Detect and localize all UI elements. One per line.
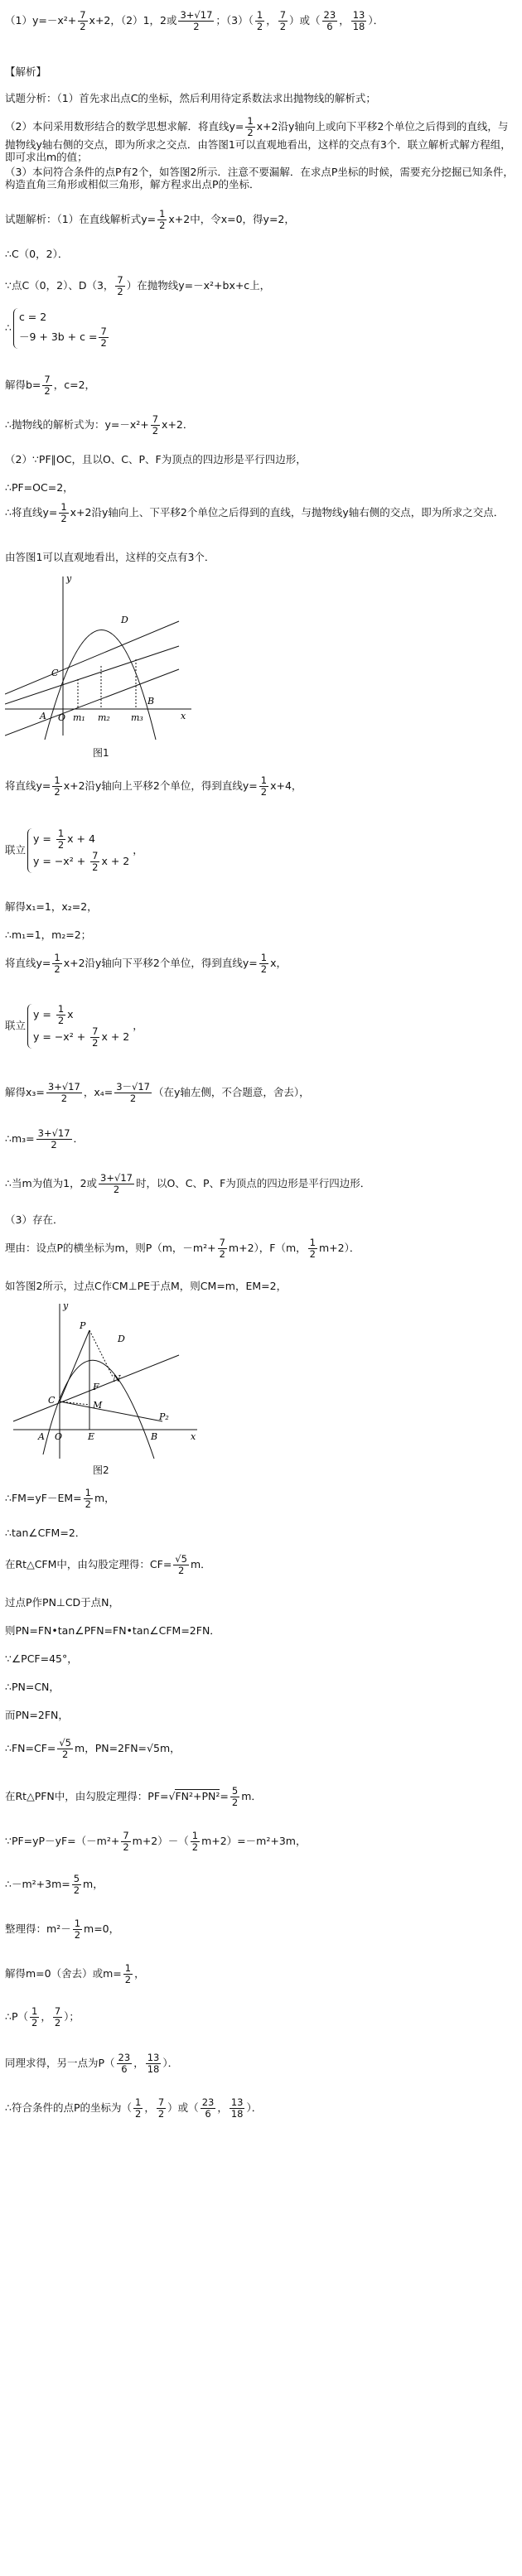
sol-2: ∴C（0，2）． (5, 248, 69, 260)
sol-27: 则PN=FN•tan∠PFN=FN•tan∠CFM=2FN． (5, 1624, 220, 1637)
sol-26: 过点P作PN⊥CD于点N， (5, 1596, 120, 1609)
sol-36: 解得m=0（舍去）或m= $\frac{1}{2}$ ， (5, 1962, 145, 1985)
sol-16: 联立 y = $\frac{1}{2}$ x y = −x² + $\frac{7}{2}$ x + 2 ， (5, 1003, 143, 1049)
fig1-d-label: D (121, 615, 128, 625)
fig1-x-label: x (181, 711, 186, 721)
fig2-b-label: B (151, 1431, 158, 1442)
fig1-o-label: O (58, 712, 66, 723)
figure-2 (5, 1297, 204, 1463)
sol-33: ∵PF=yP－yF=（－m²+ $\frac{7}{2}$ m+2）－（ $\frac{1}{2}$ m+2）=－m²+3m， (5, 1830, 307, 1853)
sol-28: ∵∠PCF=45°， (5, 1652, 78, 1665)
sol-15: 将直线y= $\frac{1}{2}$ x+2沿y轴向下平移2个单位，得到直线y= $\frac{1}{2}$ x， (5, 952, 287, 975)
sol-30: 而PN=2FN， (5, 1709, 69, 1721)
sol-8: ∴PF=OC=2， (5, 481, 74, 494)
fig1-m1-label: m₁ (73, 712, 85, 723)
sol-21: 理由：设点P的横坐标为m，则P（m，－m²+ $\frac{7}{2}$ m+2），F（m， $\frac{1}{2}$ m+2）． (5, 1237, 360, 1260)
sol-10: 由答图1可以直观地看出，这样的交点有3个． (5, 551, 215, 563)
fig2-y-label: y (63, 1300, 69, 1311)
sol-23: ∴FM=yF－EM= $\frac{1}{2}$ m， (5, 1487, 115, 1510)
fig2-x-label: x (191, 1431, 196, 1442)
analysis-p2: （2）本问采用数形结合的数学思想求解．将直线y= $\frac{1}{2}$ x+2沿y轴向上或向下平移2个单位之后得到的直线，与抛物线y轴右侧的交点，即为所求之交点．由答图1可以直观地看出，这样的交点有3个．联立解析式解方程组，即可求出m的值； (5, 115, 511, 163)
fig1-y-label: y (66, 573, 72, 584)
fig2-p2-label: P₂ (159, 1411, 169, 1422)
sol-12: 联立 y = $\frac{1}{2}$ x + 4 y = −x² + $\frac{7}{2}$ x + 2 ， (5, 827, 143, 873)
fig2-f-label: F (93, 1382, 99, 1392)
answer-line: （1）y=－x²+ $\frac{7}{2}$ x+2，（2）1，2或 $\frac{3+√17}{2}$ ；（3）（ $\frac{1}{2}$ ， $\frac{7}{2}$ ）或（ $\frac{23}{6}$ ， $\frac{13}{18}$ ）． (5, 9, 384, 32)
sol-35: 整理得：m²－ $\frac{1}{2}$ m=0， (5, 1918, 120, 1941)
analysis-heading: 【解析】 (5, 65, 47, 78)
fig2-c-label: C (48, 1395, 56, 1406)
sol-31: ∴FN=CF= $\frac{√5}{2}$ m，PN=2FN=√5m， (5, 1737, 181, 1760)
sol-7: （2）∵PF∥OC，且以O、C、P、F为顶点的四边形是平行四边形， (5, 453, 307, 466)
fig2-p-label: P (80, 1320, 86, 1331)
sol-22: 如答图2所示，过点C作CM⊥PE于点M，则CM=m，EM=2， (5, 1280, 288, 1292)
fig2-o-label: O (55, 1431, 63, 1442)
sol-38: 同理求得，另一点为P（ $\frac{23}{6}$ ， $\frac{13}{18}$ ）． (5, 2052, 179, 2075)
sol-4: ∴ c = 2 －9 + 3b + c = $\frac{7}{2}$ (5, 308, 515, 349)
fig1-caption: 图1 (93, 747, 109, 759)
sol-20: （3）存在． (5, 1213, 64, 1226)
fig2-e-label: E (88, 1431, 95, 1442)
sol-5: 解得b= $\frac{7}{2}$ ，c=2， (5, 374, 96, 397)
sol-34: ∴－m²+3m= $\frac{5}{2}$ m， (5, 1873, 104, 1896)
sol-24: ∴tan∠CFM=2． (5, 1527, 86, 1539)
fig2-a-label: A (38, 1431, 45, 1442)
fig1-m3-label: m₃ (131, 712, 143, 723)
sol-3: ∵点C（0，2）、D（3， $\frac{7}{2}$ ）在抛物线y=－x²+bx+c上， (5, 274, 271, 297)
sol-25: 在Rt△CFM中，由勾股定理得：CF= $\frac{√5}{2}$ m． (5, 1553, 211, 1576)
sol-32: 在Rt△PFN中，由勾股定理得：PF=√FN²+PN²= $\frac{5}{2}$ m． (5, 1785, 262, 1808)
sol-6: ∴抛物线的解析式为：y=－x²+ $\frac{7}{2}$ x+2． (5, 413, 194, 437)
sol-9: ∴将直线y= $\frac{1}{2}$ x+2沿y轴向上、下平移2个单位之后得到的直线，与抛物线y轴右侧的交点，即为所求之交点． (5, 501, 505, 524)
fig1-a-label: A (40, 711, 46, 721)
sol-14: ∴m₁=1，m₂=2； (5, 929, 92, 941)
figure-1 (5, 570, 196, 744)
fig2-n-label: N (113, 1373, 121, 1384)
sol-11: 将直线y= $\frac{1}{2}$ x+2沿y轴向上平移2个单位，得到直线y= $\frac{1}{2}$ x+4， (5, 774, 302, 798)
fig1-m2-label: m₂ (98, 712, 110, 723)
sol-37: ∴P（ $\frac{1}{2}$ ， $\frac{7}{2}$ ）； (5, 2005, 80, 2028)
analysis-p3: （3）本问符合条件的点P有2个，如答图2所示．注意不要漏解．在求点P坐标的时候，需要充分挖掘已知条件，构造直角三角形或相似三角形，解方程求出点P的坐标． (5, 166, 514, 191)
sol-29: ∴PN=CN， (5, 1681, 60, 1693)
analysis-p1: 试题分析：（1）首先求出点C的坐标，然后利用待定系数法求出抛物线的解析式； (5, 92, 376, 104)
sol-39: ∴符合条件的点P的坐标为（ $\frac{1}{2}$ ， $\frac{7}{2}$ ）或（ $\frac{23}{6}$ ， $\frac{13}{18}$ ）． (5, 2096, 263, 2120)
sol-13: 解得x₁=1，x₂=2， (5, 900, 98, 913)
sol-1: 试题解析：（1）在直线解析式y= $\frac{1}{2}$ x+2中，令x=0，得y=2， (5, 208, 295, 231)
fig2-caption: 图2 (93, 1464, 109, 1476)
fig1-b-label: B (147, 696, 155, 707)
sol-18: ∴m₃= $\frac{3+√17}{2}$ ． (5, 1127, 85, 1151)
fig2-m-label: M (93, 1400, 103, 1411)
sol-17: 解得x₃= $\frac{3+√17}{2}$ ，x₄= $\frac{3-√17}{2}$ （在y轴左侧，不合题意，舍去）， (5, 1081, 310, 1104)
fig1-c-label: C (51, 668, 59, 678)
fig2-d-label: D (118, 1334, 125, 1344)
sol-19: ∴当m为值为1，2或 $\frac{3+√17}{2}$ 时，以O、C、P、F为顶点的四边形是平行四边形． (5, 1172, 371, 1195)
